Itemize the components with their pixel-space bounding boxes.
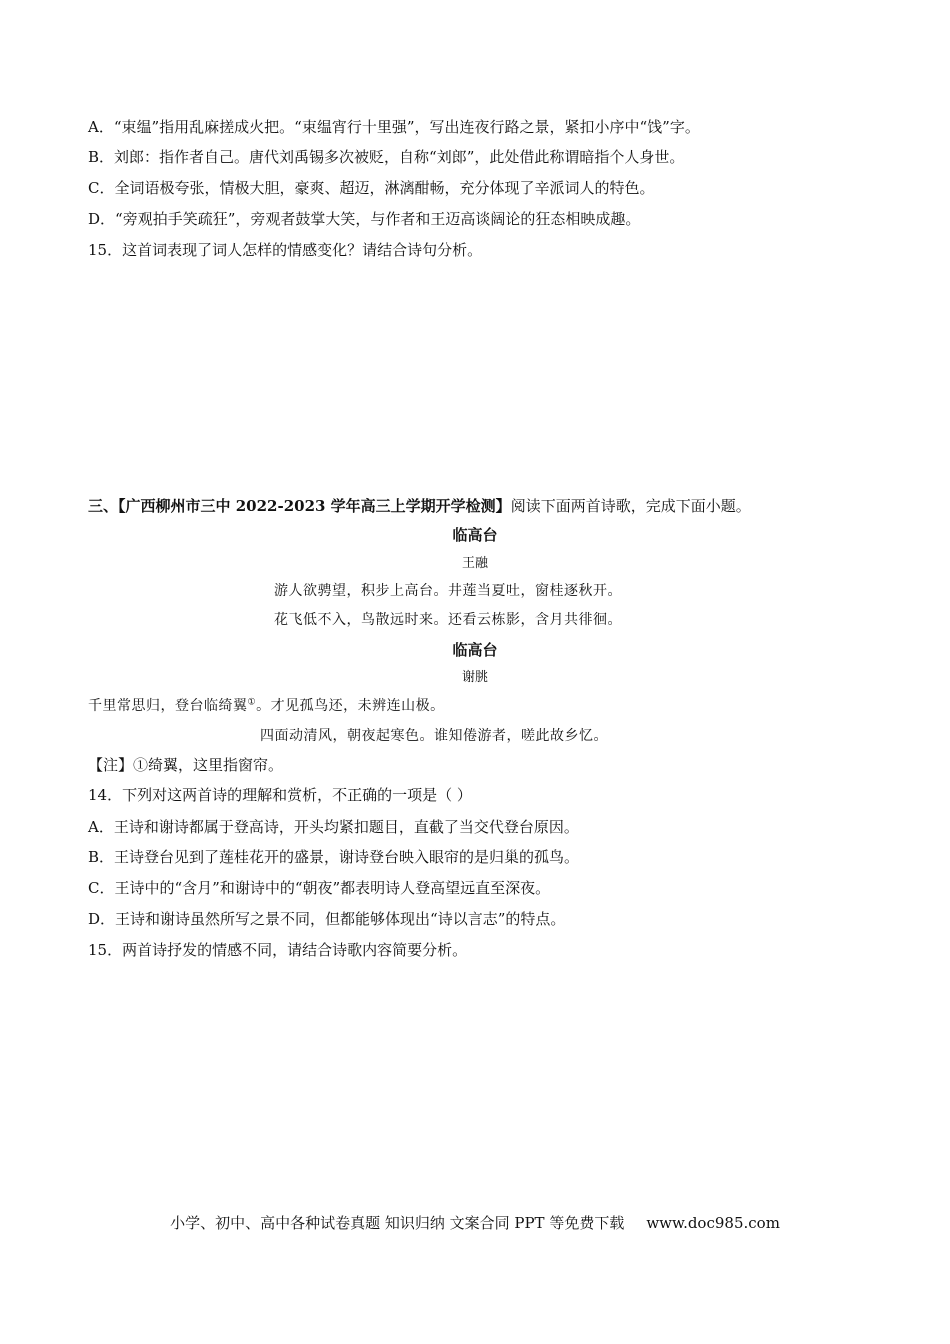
- poem2-line2: 四面动清风，朝夜起寒色。谁知倦游者，嗟此故乡忆。: [260, 728, 608, 744]
- option-b: B．刘郎：指作者自己。唐代刘禹锡多次被贬，自称“刘郎”，此处借此称谓暗指个人身世。: [88, 148, 685, 166]
- poem1-line1: 游人欲骋望，积步上高台。井莲当夏吐，窗桂逐秋开。: [274, 583, 622, 599]
- option-c-2: C．王诗中的“含月”和谢诗中的“朝夜”都表明诗人登高望远直至深夜。: [88, 879, 551, 897]
- footnote-marker: ①: [247, 697, 257, 708]
- option-a: A．“束缊”指用乱麻搓成火把。“束缊宵行十里强”，写出连夜行路之景，紧扣小序中“饯”字。: [88, 118, 700, 136]
- question-14: 14．下列对这两首诗的理解和赏析，不正确的一项是（ ）: [88, 786, 472, 804]
- footer-url[interactable]: www.doc985.com: [646, 1214, 780, 1232]
- poem2-title: 临高台: [452, 641, 498, 659]
- section-3-heading: [88, 496, 751, 516]
- option-c: C．全词语极夸张，情极大胆，豪爽、超迈，淋漓酣畅，充分体现了辛派词人的特色。: [88, 179, 655, 197]
- poem2-author: 谢朓: [461, 670, 488, 685]
- footnote: 【注】①绮翼，这里指窗帘。: [88, 756, 284, 774]
- option-d-2: D．王诗和谢诗虽然所写之景不同，但都能够体现出“诗以言志”的特点。: [88, 910, 566, 928]
- question-15-part1: 15．这首词表现了词人怎样的情感变化？请结合诗句分析。: [88, 241, 483, 259]
- option-a-2: A．王诗和谢诗都属于登高诗，开头均紧扣题目，直截了当交代登台原因。: [88, 818, 579, 836]
- footer-text: 小学、初中、高中各种试卷真题 知识归纳 文案合同 PPT 等免费下载: [170, 1214, 625, 1232]
- footer: [0, 1213, 950, 1233]
- poem2-line1: [88, 696, 445, 716]
- option-b-2: B．王诗登台见到了莲桂花开的盛景，谢诗登台映入眼帘的是归巢的孤鸟。: [88, 848, 580, 866]
- poem1-author: 王融: [461, 556, 488, 571]
- poem2-line1-rest: 。才见孤鸟还，未辨连山极。: [256, 698, 445, 714]
- poem2-line1-text: 千里常思归，登台临绮翼: [88, 698, 248, 714]
- question-15-part2: 15．两首诗抒发的情感不同，请结合诗歌内容简要分析。: [88, 941, 468, 959]
- section-3-source: 【广西柳州市三中 2022-2023 学年高三上学期开学检测】: [118, 497, 511, 515]
- section-3-prefix: 三、: [88, 497, 119, 515]
- poem1-line2: 花飞低不入，鸟散远时来。还看云栋影，含月共徘徊。: [274, 612, 622, 628]
- option-d: D．“旁观拍手笑疏狂”，旁观者鼓掌大笑，与作者和王迈高谈阔论的狂态相映成趣。: [88, 210, 641, 228]
- poem1-title: 临高台: [452, 526, 498, 544]
- section-3-instruction: 阅读下面两首诗歌，完成下面小题。: [510, 497, 751, 515]
